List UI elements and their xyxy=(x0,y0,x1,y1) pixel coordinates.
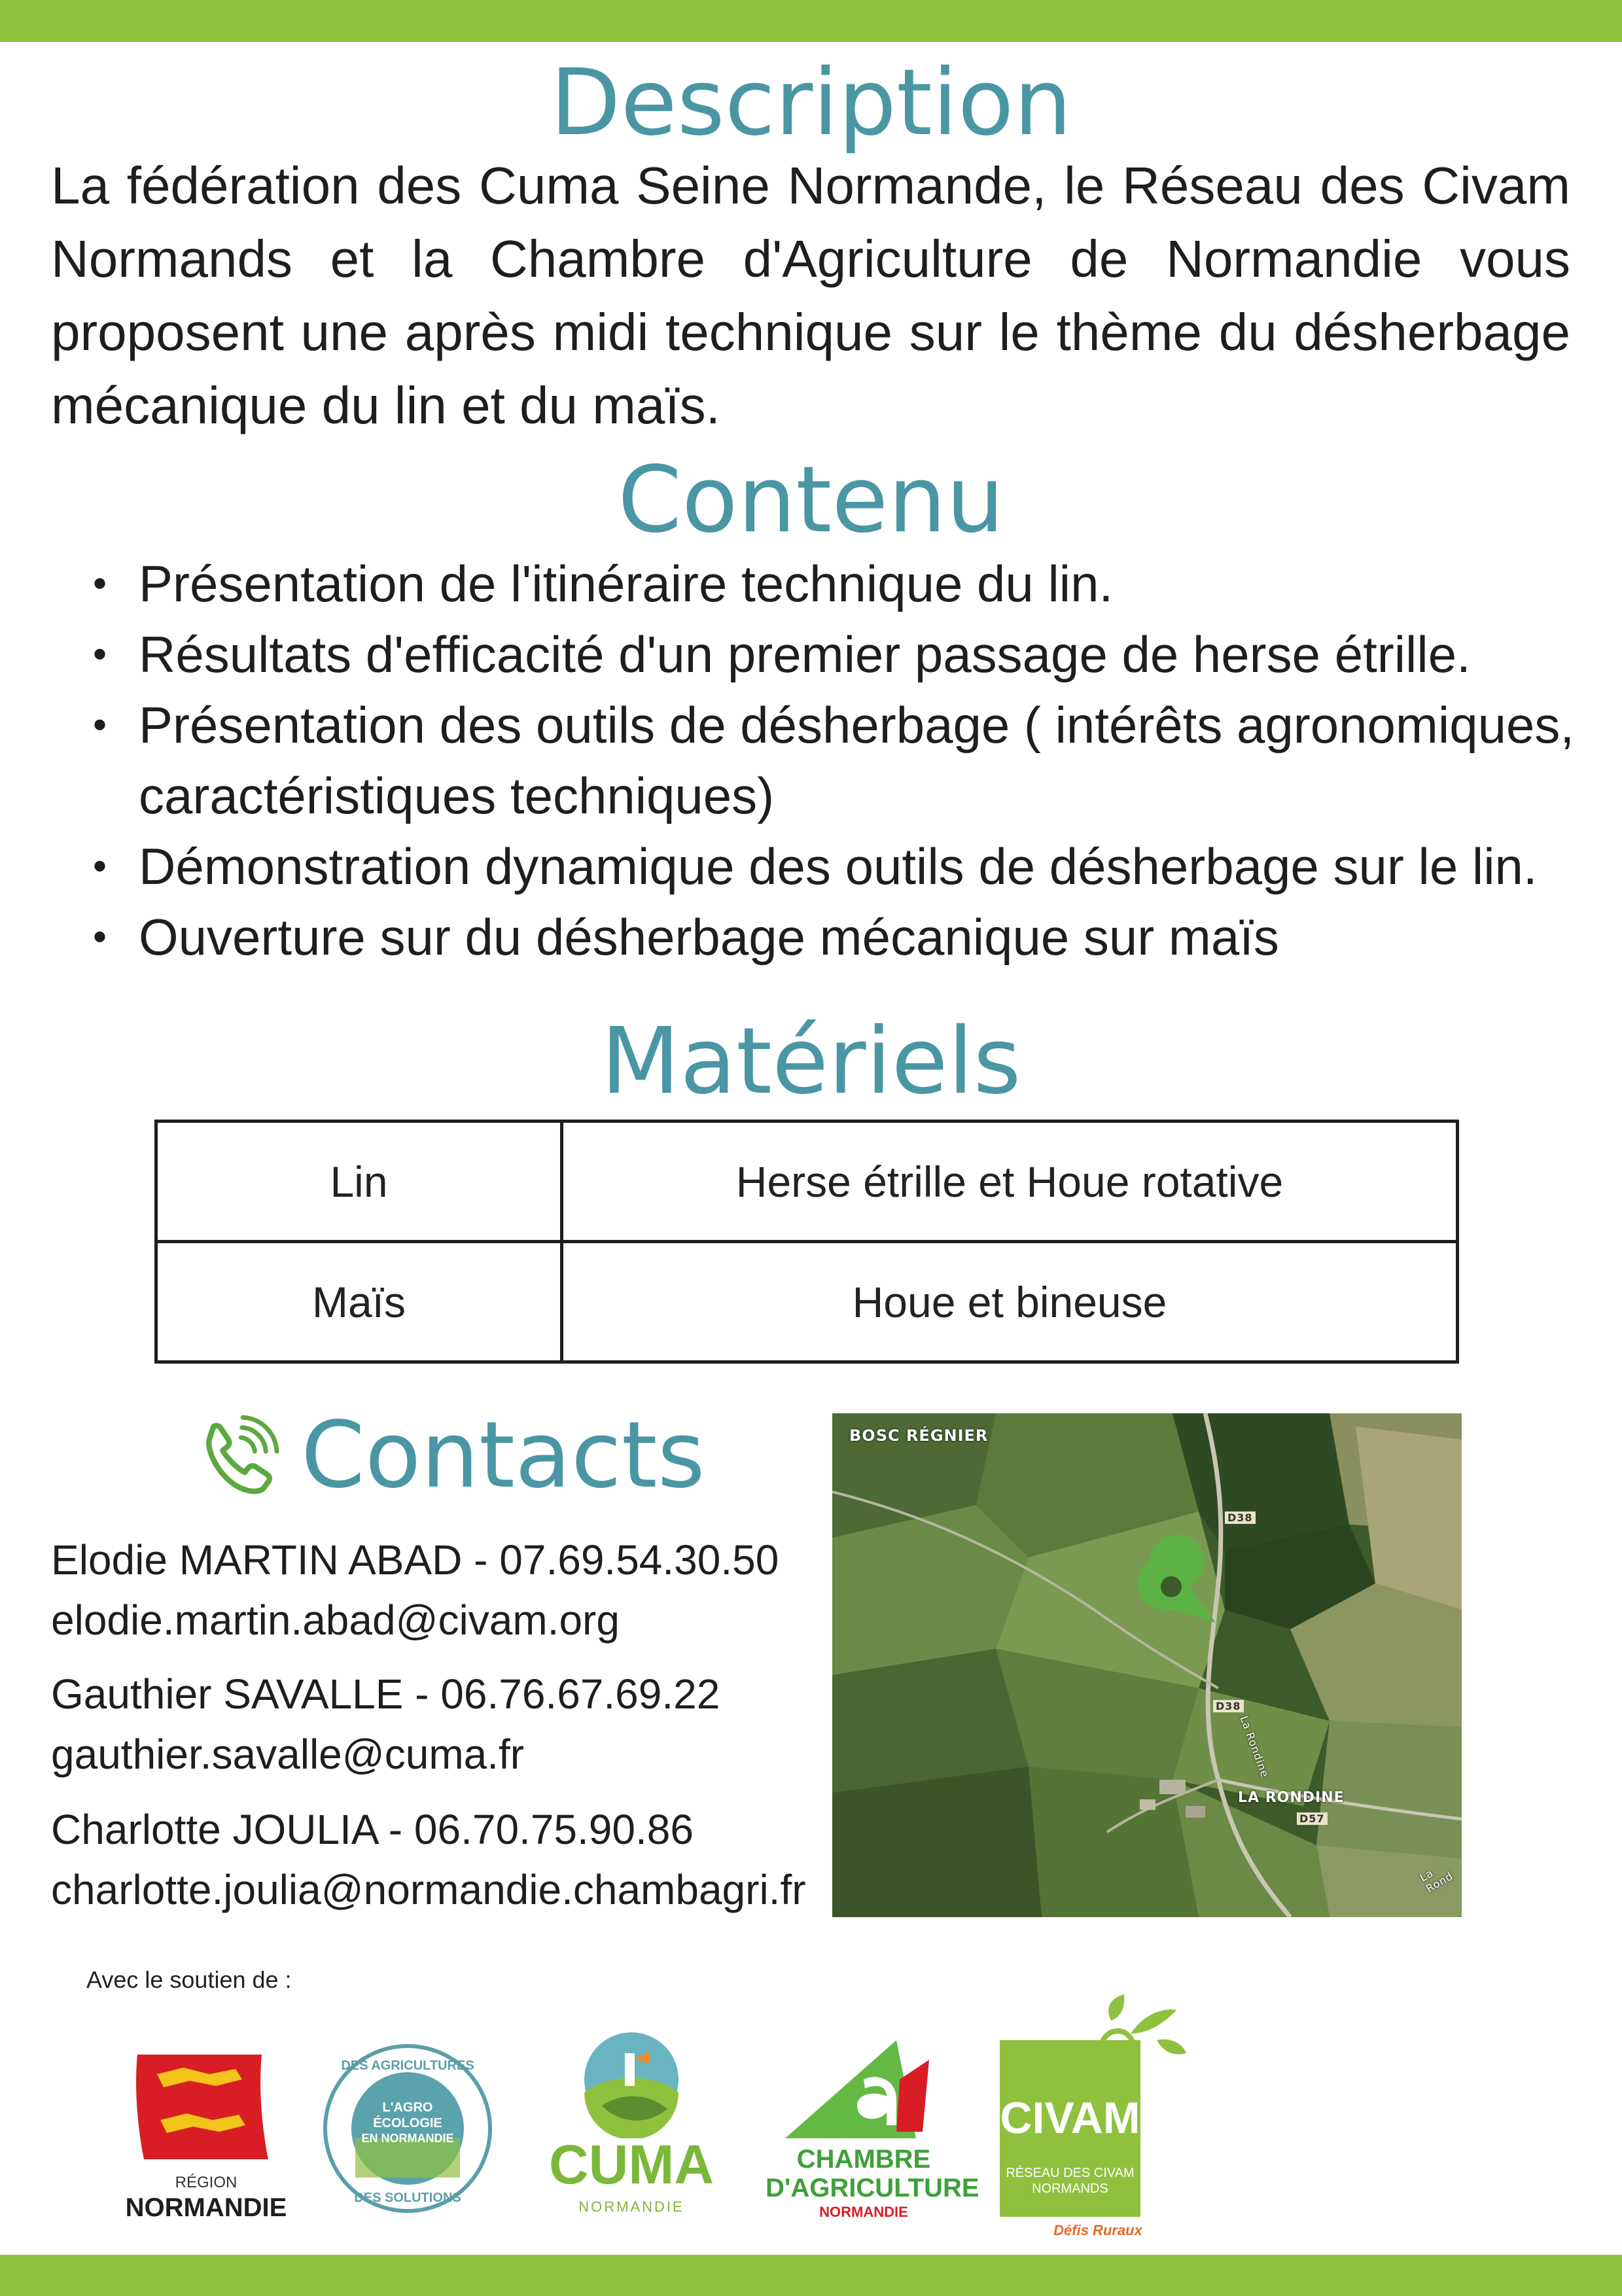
contact-name-phone: Charlotte JOULIA - 06.70.75.90.86 xyxy=(51,1806,694,1853)
map-road-d38: D38 xyxy=(1213,1700,1244,1712)
materiels-table xyxy=(154,1120,1459,1364)
chambre-line1: CHAMBRE xyxy=(796,2145,931,2174)
region-normandie-logo xyxy=(111,2048,301,2222)
table-row xyxy=(156,1242,1458,1362)
map-label-bosc: BOSC RÉGNIER xyxy=(849,1426,989,1445)
list-item: • Ouverture sur du désherbage mécanique sur maïs xyxy=(51,902,1576,972)
contacts-header xyxy=(190,1402,705,1509)
table-row xyxy=(156,1122,1458,1242)
chambre-agriculture-logo xyxy=(766,2034,979,2230)
contacts-heading: Contacts xyxy=(301,1402,705,1509)
contact-name-phone: Gauthier SAVALLE - 06.76.67.69.22 xyxy=(51,1670,720,1718)
civam-tag: Défis Ruraux xyxy=(1053,2222,1142,2238)
agro-center-3: EN NORMANDIE xyxy=(361,2132,454,2145)
satellite-map[interactable] xyxy=(832,1413,1462,1917)
contact-entry xyxy=(51,1664,720,1784)
civam-line2: NORMANDS xyxy=(1032,2181,1108,2196)
contact-email[interactable]: elodie.martin.abad@civam.org xyxy=(51,1597,620,1644)
list-item: • Résultats d'efficacité d'un premier passage de herse étrille. xyxy=(51,619,1576,690)
chambre-line3: NORMANDIE xyxy=(819,2204,908,2220)
cuma-logo xyxy=(537,2027,726,2217)
support-label: Avec le soutien de : xyxy=(86,1966,292,1993)
contact-name-phone: Elodie MARTIN ABAD - 07.69.54.30.50 xyxy=(51,1536,779,1583)
cuma-name: CUMA xyxy=(549,2134,714,2195)
list-item: • Présentation des outils de désherbage ( intérêts agronomiques, caractéristiques techniques) xyxy=(51,690,1576,831)
contenu-heading: Contenu xyxy=(618,447,1004,554)
table-cell: Lin xyxy=(156,1122,562,1242)
bottom-accent-bar xyxy=(0,2255,1622,2296)
civam-line1: RÉSEAU DES CIVAM xyxy=(1006,2166,1135,2180)
contact-email[interactable]: charlotte.joulia@normandie.chambagri.fr xyxy=(51,1866,806,1913)
region-line2: NORMANDIE xyxy=(125,2193,287,2222)
description-text: La fédération des Cuma Seine Normande, le Réseau des Civam Normands et la Chambre d'Agriculture de Normandie vous proposent une après midi technique sur le thème du désherbage mécanique du lin et du maïs. xyxy=(51,156,1570,434)
map-road-d38: D38 xyxy=(1225,1511,1256,1524)
list-item: • Présentation de l'itinéraire technique du lin. xyxy=(51,548,1576,619)
map-label-rondine: LA RONDINE xyxy=(1238,1790,1345,1806)
map-road-name: La Rond xyxy=(1417,1866,1456,1895)
agroecologie-logo xyxy=(319,2040,496,2217)
agro-ring-top: DES AGRICULTURES xyxy=(341,2058,474,2073)
region-line1: RÉGION xyxy=(175,2174,238,2191)
map-road-d57: D57 xyxy=(1297,1812,1328,1825)
agro-center-1: L'AGRO xyxy=(382,2100,433,2115)
contact-email[interactable]: gauthier.savalle@cuma.fr xyxy=(51,1731,525,1778)
materiels-heading: Matériels xyxy=(601,1008,1021,1115)
phone-icon xyxy=(190,1410,281,1502)
chambre-emblem-icon xyxy=(766,2034,962,2145)
description-heading: Description xyxy=(550,50,1072,156)
list-item: • Démonstration dynamique des outils de désherbage sur le lin. xyxy=(51,831,1576,902)
map-road-name: La Rondine xyxy=(1237,1714,1272,1780)
map-image xyxy=(832,1413,1462,1917)
agro-ring-bottom: DES SOLUTIONS xyxy=(354,2191,461,2205)
contact-entry xyxy=(51,1530,779,1650)
chambre-line2: D'AGRICULTURE xyxy=(766,2174,979,2202)
region-flag-icon xyxy=(111,2048,301,2166)
civam-name: CIVAM xyxy=(1000,2093,1140,2143)
table-cell: Houe et bineuse xyxy=(562,1242,1458,1362)
agro-center-2: ÉCOLOGIE xyxy=(373,2116,442,2130)
contenu-list xyxy=(51,548,1576,972)
cuma-sub: NORMANDIE xyxy=(578,2199,684,2215)
top-accent-bar xyxy=(0,0,1622,42)
cuma-emblem-icon xyxy=(537,2027,726,2138)
contact-entry xyxy=(51,1799,806,1920)
civam-logo xyxy=(1000,1994,1190,2250)
table-cell: Herse étrille et Houe rotative xyxy=(562,1122,1458,1242)
table-cell: Maïs xyxy=(156,1242,562,1362)
